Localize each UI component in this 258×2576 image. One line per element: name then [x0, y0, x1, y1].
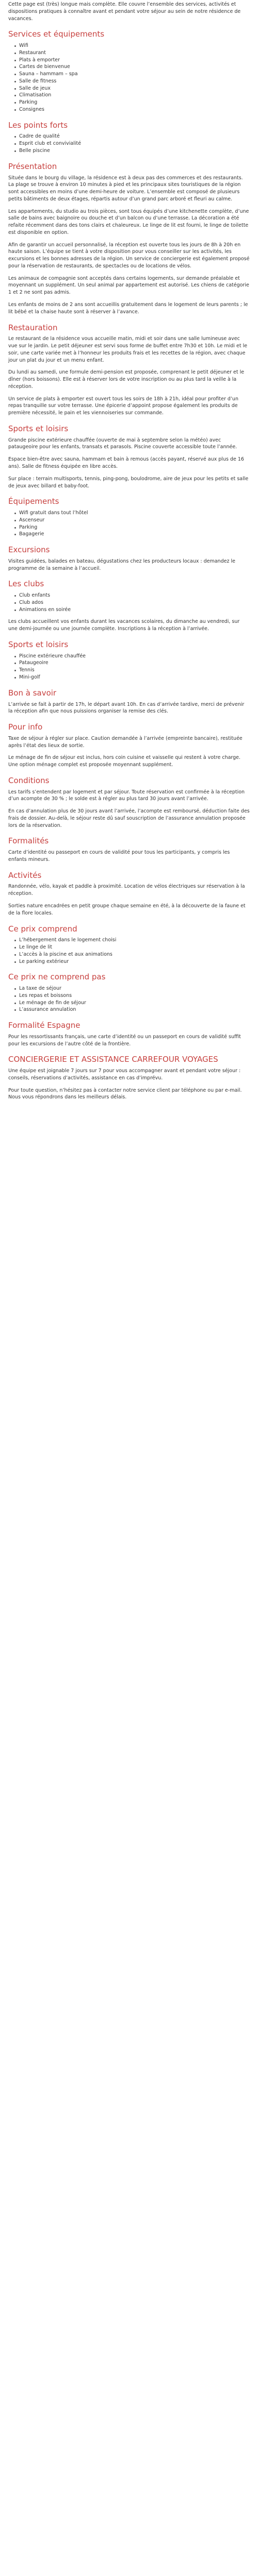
section-formalite-espagne: [8, 1021, 250, 1047]
section-title: Conditions: [8, 775, 50, 785]
list-item: Salle de jeux: [14, 85, 250, 92]
section-title: Activités: [8, 870, 42, 880]
page: [0, 0, 258, 1101]
paragraph: En cas d’annulation plus de 30 jours avant l’arrivée, l’acompte est remboursé, déduction faite des frais de dossier. Au-delà, le séjour reste dû sauf souscription de l’assurance annulation proposée lors de la réservation.: [8, 808, 250, 828]
list-item: Animations en soirée: [14, 606, 250, 614]
bullet-list: [8, 510, 250, 538]
bullet-list: [8, 42, 250, 113]
list-item: Ascenseur: [14, 517, 250, 524]
list-item: Tennis: [14, 667, 250, 674]
paragraph: Grande piscine extérieure chauffée (ouverte de mai à septembre selon la météo) avec pataugeoire pour les enfants, transats et parasols. Piscine couverte accessible toute l’année.: [8, 437, 237, 450]
list-item: Mini-golf: [14, 674, 250, 681]
list-item: Parking: [14, 99, 250, 106]
paragraph: Sorties nature encadrées en petit groupe chaque semaine en été, à la découverte de la faune et de la flore locales.: [8, 903, 246, 916]
list-item: Pataugeoire: [14, 659, 250, 667]
section-pour-info: [8, 722, 250, 769]
section-ce-prix-comprend: [8, 924, 250, 965]
paragraph: Taxe de séjour à régler sur place. Caution demandée à l’arrivée (empreinte bancaire), restituée après l’état des lieux de sortie.: [8, 735, 243, 749]
bullet-list: [8, 592, 250, 613]
bullet-list: [8, 653, 250, 681]
list-item: Belle piscine: [14, 147, 250, 155]
section-title: Ce prix comprend: [8, 924, 77, 934]
list-item: L’assurance annulation: [14, 1006, 250, 1013]
section-sports-et-loisirs: [8, 424, 250, 489]
paragraph: Visites guidées, balades en bateau, dégustations chez les producteurs locaux : demandez le programme de la semaine à l’accueil.: [8, 558, 235, 571]
section-title: Bon à savoir: [8, 688, 57, 698]
section-title: Les clubs: [8, 579, 44, 589]
section-bon-a-savoir: [8, 688, 250, 715]
paragraph: Du lundi au samedi, une formule demi-pension est proposée, comprenant le petit déjeuner et le dîner (hors boissons). Elle est à réserver lors de votre inscription ou au plus tard la veille à la réception.: [8, 369, 245, 389]
list-item: L’hébergement dans le logement choisi: [14, 937, 250, 944]
list-item: Consignes: [14, 106, 250, 113]
paragraph: Le restaurant de la résidence vous accueille matin, midi et soir dans une salle lumineuse avec vue sur le jardin. Le petit déjeuner est servi sous forme de buffet entre 7h30 et 10h. Le midi et le soir, une carte variée met à l’honneur les produits frais et les recettes de la région, avec chaque jour un plat du jour et un menu enfant.: [8, 336, 248, 363]
content: [8, 29, 250, 1101]
section-services-et-equipements: [8, 29, 250, 113]
section-title: Sports et loisirs: [8, 639, 69, 649]
list-item: Esprit club et convivialité: [14, 140, 250, 147]
section-formalites: [8, 836, 250, 863]
section-equipements: [8, 497, 250, 538]
section-title: Restauration: [8, 323, 58, 332]
paragraph: Randonnée, vélo, kayak et paddle à proximité. Location de vélos électriques sur réservation à la réception.: [8, 884, 245, 897]
section-title: Formalités: [8, 836, 49, 846]
section-presentation: [8, 162, 250, 316]
paragraph: Afin de garantir un accueil personnalisé, la réception est ouverte tous les jours de 8h à 20h en haute saison. L’équipe se tient à votre disposition pour vous conseiller sur les activités, les excursions et les bonnes adresses de la région. Un service de conciergerie est également proposé pour la réservation de restaurants, de spectacles ou de locations de vélos.: [8, 242, 250, 269]
paragraph: Une équipe est joignable 7 jours sur 7 pour vous accompagner avant et pendant votre séjour : conseils, réservations d’activités, assistance en cas d’imprévu.: [8, 1068, 241, 1081]
list-item: Bagagerie: [14, 531, 250, 538]
list-item: Le parking extérieur: [14, 958, 250, 965]
list-item: Parking: [14, 524, 250, 531]
section-restauration: [8, 323, 250, 417]
section-title: Excursions: [8, 545, 50, 555]
list-item: Sauna – hammam – spa: [14, 71, 250, 78]
list-item: La taxe de séjour: [14, 985, 250, 992]
paragraph: Pour toute question, n’hésitez pas à contacter notre service client par téléphone ou par e-mail. Nous vous répondrons dans les meilleurs délais.: [8, 1087, 242, 1100]
section-title: Pour info: [8, 722, 43, 732]
section-title: Services et équipements: [8, 29, 105, 39]
section-title: Équipements: [8, 497, 59, 506]
paragraph: Les appartements, du studio au trois pièces, sont tous équipés d’une kitchenette complète, d’une salle de bains avec baignoire ou douche et d’un balcon ou d’une terrasse. La décoration a été refaite récemment dans des tons clairs et chaleureux. Le linge de lit est fourni, le linge de toilette est disponible en option.: [8, 208, 249, 235]
paragraph: Espace bien-être avec sauna, hammam et bain à remous (accès payant, réservé aux plus de 16 ans). Salle de fitness équipée en libre accès.: [8, 456, 244, 469]
list-item: Salle de fitness: [14, 78, 250, 85]
paragraph: Pour les ressortissants français, une carte d’identité ou un passeport en cours de validité suffit pour les excursions de l’autre côté de la frontière.: [8, 1033, 241, 1047]
paragraph: Un service de plats à emporter est ouvert tous les soirs de 18h à 21h, idéal pour profiter d’un repas tranquille sur votre terrasse. Une épicerie d’appoint propose également les produits de première nécessité, le pain et les viennoiseries sur commande.: [8, 396, 238, 416]
paragraph: Les enfants de moins de 2 ans sont accueillis gratuitement dans le logement de leurs parents ; le lit bébé et la chaise haute sont à réserver à l’avance.: [8, 301, 248, 315]
list-item: Wifi gratuit dans tout l’hôtel: [14, 510, 250, 517]
list-item: Club enfants: [14, 592, 250, 599]
bullet-list: [8, 985, 250, 1013]
paragraph: Sur place : terrain multisports, tennis, ping-pong, boulodrome, aire de jeux pour les petits et salle de jeux avec billard et baby-foot.: [8, 476, 249, 489]
section-conditions: [8, 776, 250, 829]
paragraph: Le ménage de fin de séjour est inclus, hors coin cuisine et vaisselle qui restent à votre charge. Une option ménage complet est proposée moyennant supplément.: [8, 755, 241, 768]
section-title: Les points forts: [8, 120, 68, 130]
section-title: Présentation: [8, 161, 57, 171]
list-item: Piscine extérieure chauffée: [14, 653, 250, 660]
list-item: Les repas et boissons: [14, 992, 250, 999]
list-item: Le linge de lit: [14, 944, 250, 951]
bullet-list: [8, 133, 250, 154]
paragraph: Située dans le bourg du village, la résidence est à deux pas des commerces et des restaurants. La plage se trouve à environ 10 minutes à pied et les principaux sites touristiques de la région sont accessibles en moins d’une demi-heure de voiture. L’ensemble est composé de plusieurs petits bâtiments de deux étages, répartis autour d’un grand parc arboré et fleuri au calme.: [8, 175, 243, 202]
list-item: Restaurant: [14, 49, 250, 57]
section-les-clubs: [8, 579, 250, 633]
paragraph: Les animaux de compagnie sont acceptés dans certains logements, sur demande préalable et moyennant un supplément. Un seul animal par appartement est autorisé. Les chiens de catégorie 1 et 2 ne sont pas admis.: [8, 275, 249, 296]
bullet-list: [8, 937, 250, 965]
section-sports-et-loisirs: [8, 640, 250, 681]
intro-text: Cette page est (très) longue mais complète. Elle couvre l’ensemble des services, activités et dispositions pratiques à connaître avant et pendant votre séjour au sein de notre résidence de vacances.: [8, 2, 241, 22]
paragraph: Les tarifs s’entendent par logement et par séjour. Toute réservation est confirmée à la réception d’un acompte de 30 % ; le solde est à régler au plus tard 30 jours avant l’arrivée.: [8, 789, 245, 802]
list-item: Cartes de bienvenue: [14, 63, 250, 71]
section-les-points-forts: [8, 121, 250, 155]
list-item: L’accès à la piscine et aux animations: [14, 951, 250, 958]
paragraph: L’arrivée se fait à partir de 17h, le départ avant 10h. En cas d’arrivée tardive, merci de prévenir la réception afin que nous puissions organiser la remise des clés.: [8, 701, 245, 715]
list-item: Cadre de qualité: [14, 133, 250, 140]
list-item: Climatisation: [14, 92, 250, 99]
list-item: Wifi: [14, 42, 250, 49]
section-excursions: [8, 545, 250, 572]
section-activites: [8, 871, 250, 917]
section-title: Sports et loisirs: [8, 423, 69, 433]
list-item: Club ados: [14, 599, 250, 606]
list-item: Le ménage de fin de séjour: [14, 999, 250, 1007]
paragraph: Les clubs accueillent vos enfants durant les vacances scolaires, du dimanche au vendredi, sur une demi-journée ou une journée complète. Inscriptions à la réception à l’arrivée.: [8, 619, 240, 632]
section-title: Formalité Espagne: [8, 1021, 80, 1030]
section-title: Ce prix ne comprend pas: [8, 972, 106, 982]
section-conciergerie-et-assistance-carrefour-voyages: [8, 1055, 250, 1101]
paragraph: Carte d’identité ou passeport en cours de validité pour tous les participants, y compris les enfants mineurs.: [8, 850, 230, 862]
list-item: Plats à emporter: [14, 57, 250, 64]
section-title: CONCIERGERIE ET ASSISTANCE CARREFOUR VOYAGES: [8, 1055, 218, 1064]
section-ce-prix-ne-comprend-pas: [8, 972, 250, 1013]
